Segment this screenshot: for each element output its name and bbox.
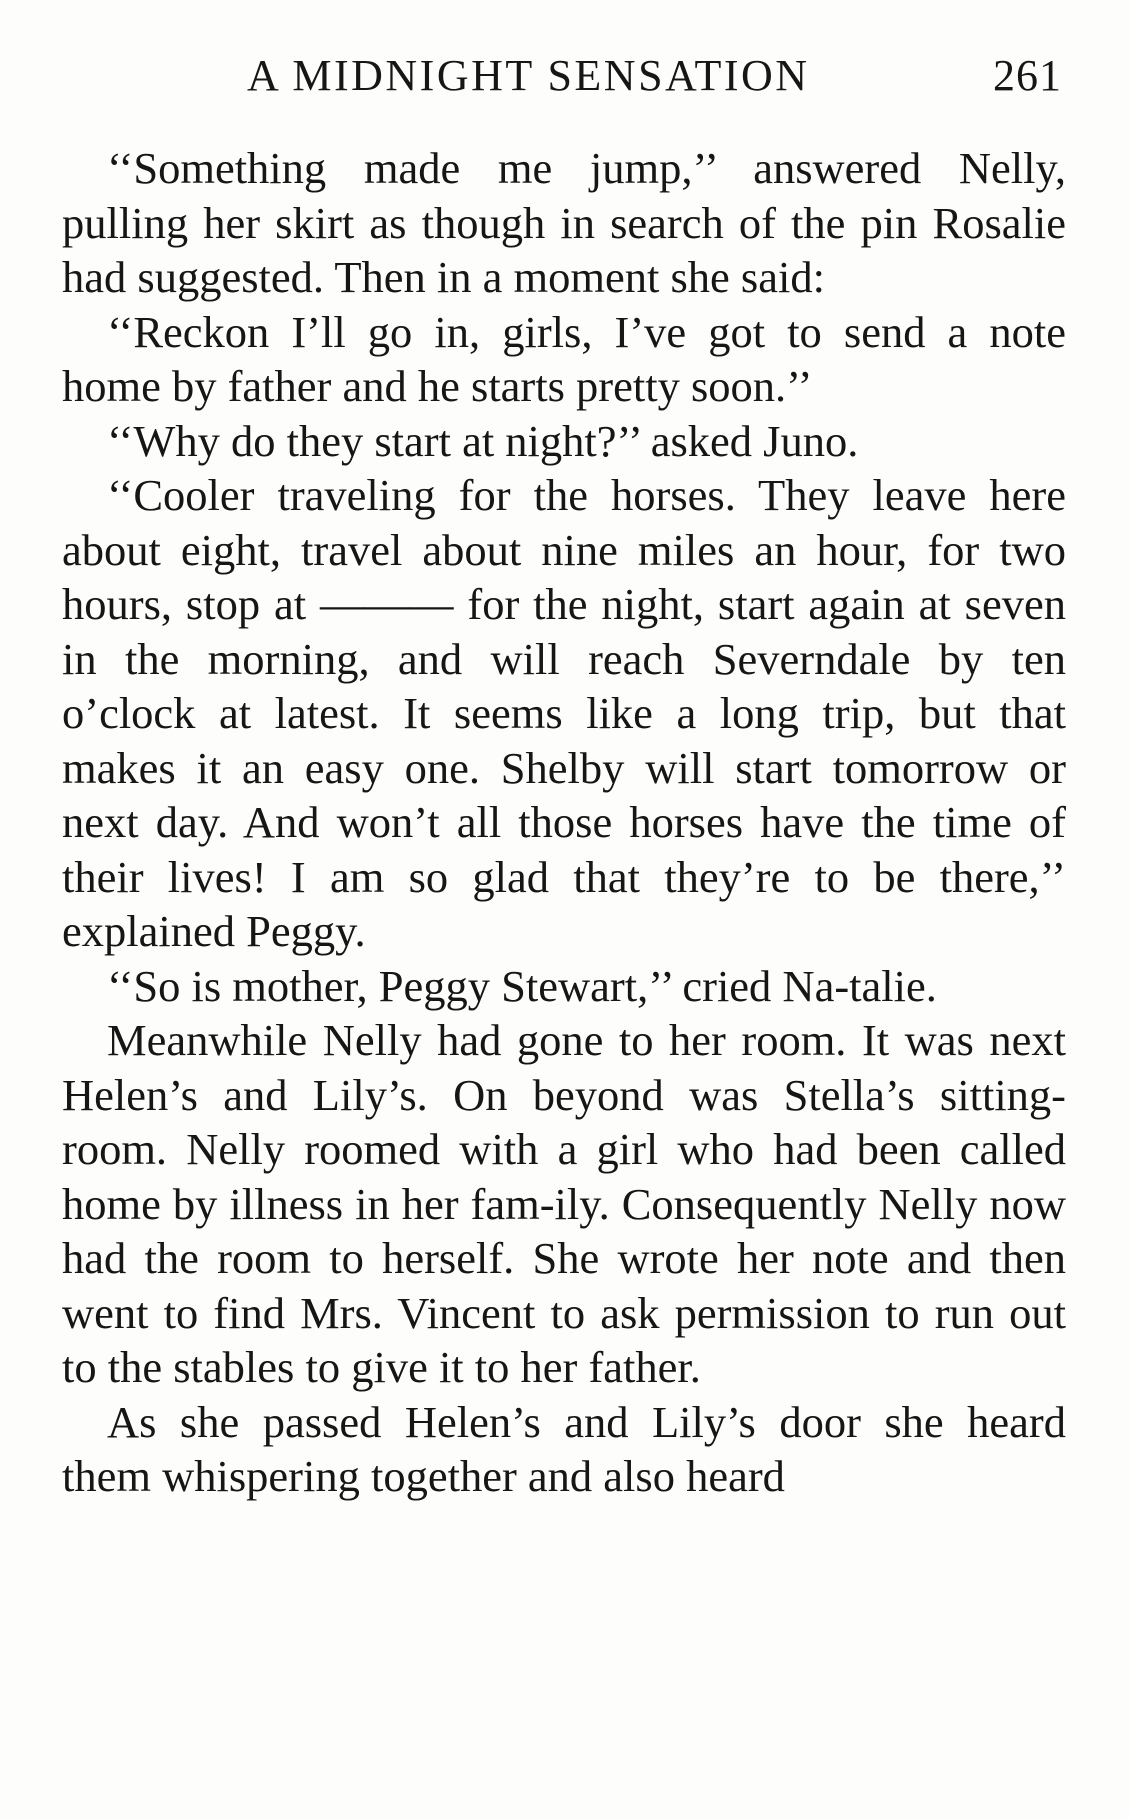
paragraph: Meanwhile Nelly had gone to her room. It was next Helen’s and Lily’s. On beyond was Stella’s sitting-room. Nelly roomed with a girl who had been called home by illness in her fam-ily. Consequently Nelly now had the room to herself. She wrote her note and then went to find Mrs. Vincent to ask permission to run out to the stables to give it to her father. <box>62 1015 1066 1392</box>
paragraph: ‘‘Why do they start at night?’’ asked Juno. <box>107 415 859 466</box>
paragraph: ‘‘Something made me jump,’’ answered Nelly, pulling her skirt as though in search of the pin Rosalie had suggested. Then in a moment she said: <box>62 143 1066 302</box>
paragraph: As she passed Helen’s and Lily’s door she heard them whispering together and also heard <box>62 1396 1066 1501</box>
paragraph: ‘‘Reckon I’ll go in, girls, I’ve got to send a note home by father and he starts pretty soon.’’ <box>62 306 1066 411</box>
page-number: 261 <box>993 51 1062 100</box>
body-text <box>62 141 1066 1504</box>
running-header <box>62 50 1062 110</box>
paragraph: ‘‘So is mother, Peggy Stewart,’’ cried Na-talie. <box>107 960 937 1011</box>
chapter-title: A MIDNIGHT SENSATION <box>247 51 810 100</box>
paragraph: ‘‘Cooler traveling for the horses. They leave here about eight, travel about nine miles an hour, for two hours, stop at ——— for the night, start again at seven in the morning, and will reach Severndale by ten o’clock at latest. It seems like a long trip, but that makes it an easy one. Shelby will start tomorrow or next day. And won’t all those horses have the time of their lives! I am so glad that they’re to be there,’’ explained Peggy. <box>62 470 1066 956</box>
